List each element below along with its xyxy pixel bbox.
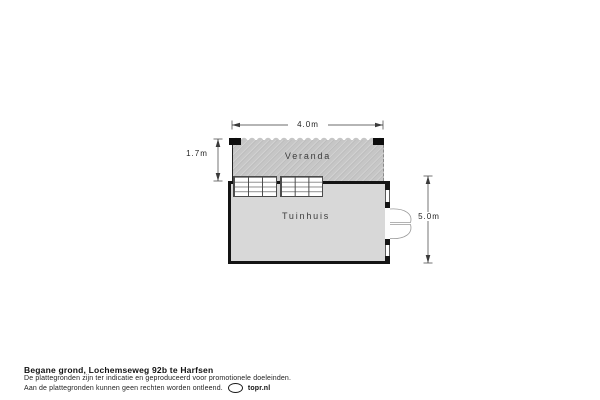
veranda-post-left	[229, 138, 241, 145]
left-dimension-line	[214, 139, 223, 181]
credit-text: topr.nl	[247, 384, 271, 392]
wall-segment	[385, 181, 390, 190]
veranda-post-right	[373, 138, 384, 145]
right-wall	[385, 181, 390, 264]
dimension-label-left: 1.7m	[186, 149, 208, 158]
dimension-label-right: 5.0m	[413, 212, 445, 221]
room-label-tuinhuis: Tuinhuis	[281, 211, 331, 221]
disclaimer-line-1: De plattegronden zijn ter indicatie en geproduceerd voor promotionele doeleinden.	[24, 375, 292, 382]
dimension-label-top: 4.0m	[288, 120, 328, 129]
window-segment	[385, 190, 390, 202]
plan-title: Begane grond, Lochemseweg 92b te Harfsen	[24, 365, 214, 375]
room-label-veranda: Veranda	[284, 151, 332, 161]
window-segment	[385, 245, 390, 256]
window-block	[280, 176, 323, 197]
double-door-swing-arcs	[390, 209, 411, 239]
disclaimer-line-2: Aan de plattegronden kunnen geen rechten worden ontleend.	[24, 384, 223, 392]
door-opening	[385, 208, 390, 239]
window-block	[233, 176, 277, 197]
wall-segment	[385, 256, 390, 264]
topr-logo-icon	[228, 383, 243, 393]
footer-row	[24, 383, 270, 393]
